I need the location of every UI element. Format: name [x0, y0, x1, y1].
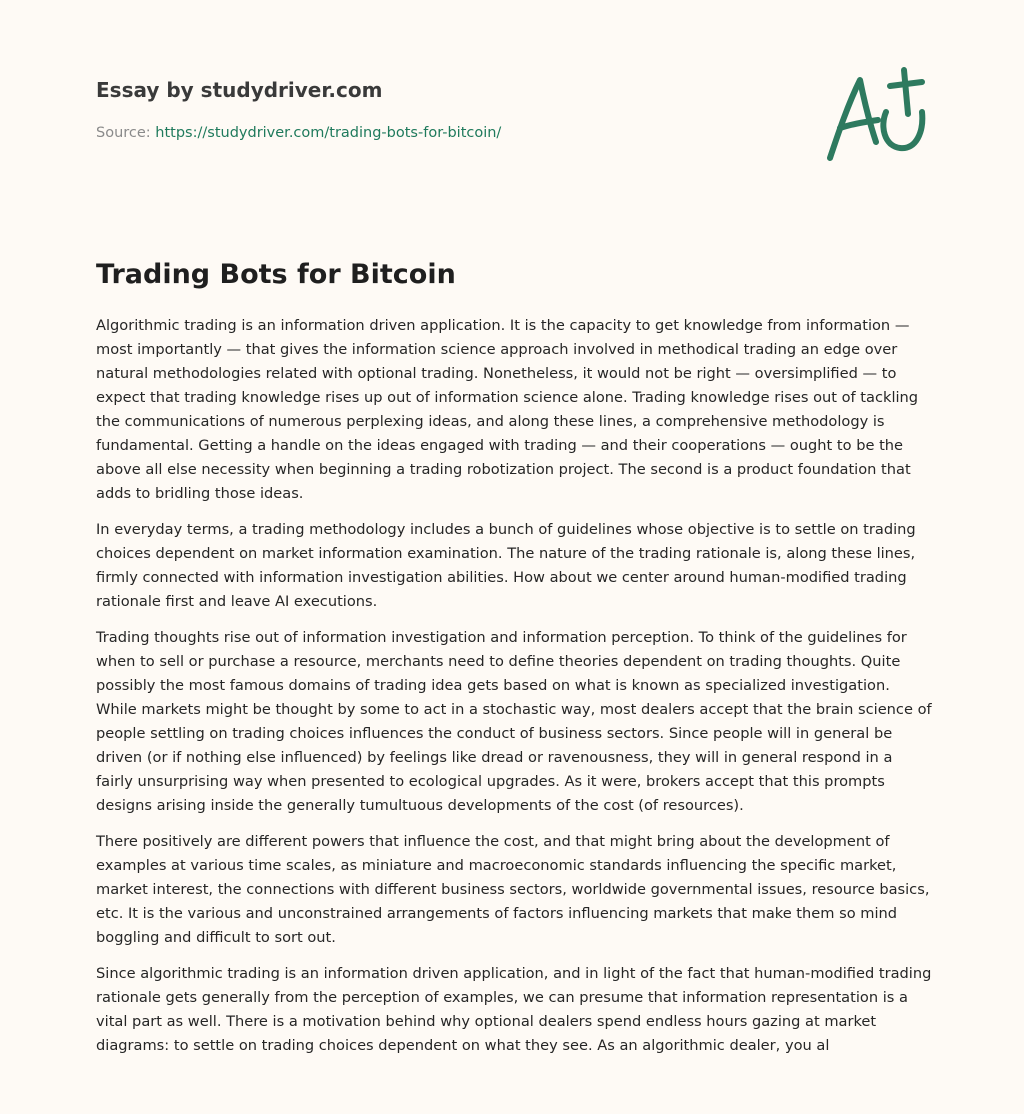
- source-label: Source:: [96, 125, 151, 141]
- essay-paragraph: Algorithmic trading is an information driven application. It is the capacity to get knowledge from information — most importantly — that gives the information science approach involved in methodical trading an edge over natural methodologies related with optional trading. Nonetheless, it would not be right — oversimplified — to expect that trading knowledge rises up out of information science alone. Trading knowledge rises out of tackling the communications of numerous perplexing ideas, and along these lines, a comprehensive methodology is fundamental. Getting a handle on the ideas engaged with trading — and their cooperations — ought to be the above all else necessity when beginning a trading robotization project. The second is a product foundation that adds to bridling those ideas.: [96, 317, 919, 502]
- source-link[interactable]: https://studydriver.com/trading-bots-for-bitcoin/: [155, 125, 502, 141]
- a-plus-logo-icon: [818, 64, 930, 168]
- site-header-title: Essay by studydriver.com: [96, 78, 383, 102]
- essay-paragraph: In everyday terms, a trading methodology includes a bunch of guidelines whose objective is to settle on trading choices dependent on market information examination. The nature of the trading rationale is, along these lines, firmly connected with information investigation abilities. How about we center around human-modified trading rationale first and leave AI executions.: [96, 521, 916, 610]
- essay-paragraph: Since algorithmic trading is an information driven application, and in light of the fact that human-modified trading rationale gets generally from the perception of examples, we can presume that information representation is a vital part as well. There is a motivation behind why optional dealers spend endless hours gazing at market diagrams: to settle on trading choices dependent on what they see. As an algorithmic dealer, you al: [96, 965, 932, 1054]
- essay-paragraph: There positively are different powers that influence the cost, and that might bring about the development of examples at various time scales, as miniature and macroeconomic standards influencing the specific market, market interest, the connections with different business sectors, worldwide governmental issues, resource basics, etc. It is the various and unconstrained arrangements of factors influencing markets that make them so mind boggling and difficult to sort out.: [96, 833, 930, 946]
- source-line: [96, 122, 501, 144]
- essay-paragraph: Trading thoughts rise out of information investigation and information perception. To think of the guidelines for when to sell or purchase a resource, merchants need to define theories dependent on trading thoughts. Quite possibly the most famous domains of trading idea gets based on what is known as specialized investigation. While markets might be thought by some to act in a stochastic way, most dealers accept that the brain science of people settling on trading choices influences the conduct of business sectors. Since people will in general be driven (or if nothing else influenced) by feelings like dread or ravenousness, they will in general respond in a fairly unsurprising way when presented to ecological upgrades. As it were, brokers accept that this prompts designs arising inside the generally tumultuous developments of the cost (of resources).: [96, 629, 932, 814]
- essay-title: Trading Bots for Bitcoin: [96, 259, 456, 290]
- essay-body: [96, 314, 932, 1070]
